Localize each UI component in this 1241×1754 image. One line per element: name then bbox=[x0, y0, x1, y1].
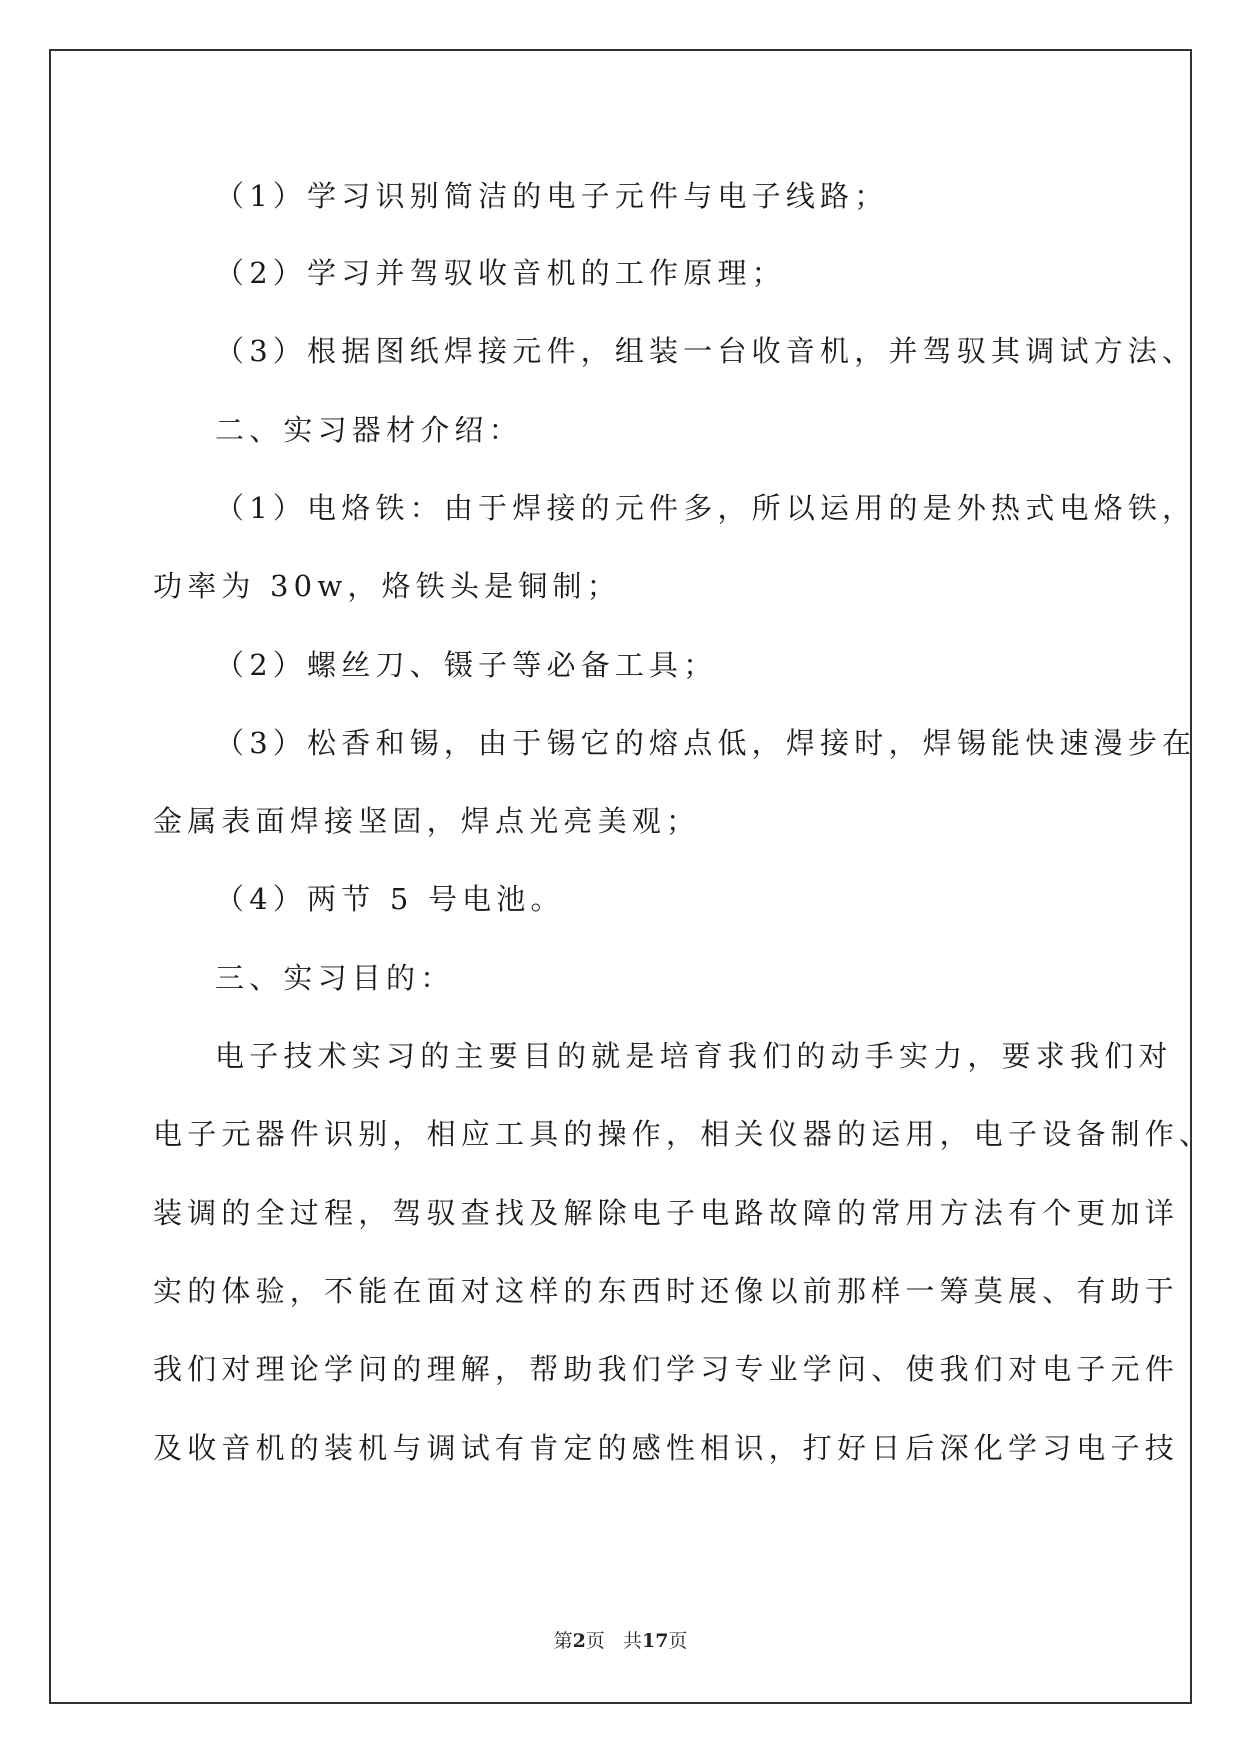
paragraph-line: 及收音机的装机与调试有肯定的感性相识，打好日后深化学习电子技 bbox=[153, 1431, 1180, 1465]
list-item: （2）学习并驾驭收音机的工作原理； bbox=[215, 256, 786, 290]
page-number: 2 bbox=[572, 1630, 586, 1652]
paragraph-line: 电子技术实习的主要目的就是培育我们的动手实力，要求我们对 bbox=[215, 1039, 1173, 1073]
list-item: （1）电烙铁：由于焊接的元件多，所以运用的是外热式电烙铁， bbox=[215, 491, 1197, 525]
section-heading: 二、实习器材介绍： bbox=[215, 413, 523, 447]
list-item: （4）两节 5 号电池。 bbox=[215, 882, 565, 916]
paragraph-line: 我们对理论学问的理解，帮助我们学习专业学问、使我们对电子元件 bbox=[153, 1352, 1180, 1386]
list-item: （3）松香和锡，由于锡它的熔点低，焊接时，焊锡能快速漫步在 bbox=[215, 726, 1197, 760]
total-pages: 17 bbox=[641, 1630, 669, 1652]
section-heading: 三、实习目的： bbox=[215, 961, 455, 995]
list-item-continuation: 功率为 30w，烙铁头是铜制； bbox=[153, 569, 621, 603]
paragraph-line: 装调的全过程，驾驭查找及解除电子电路故障的常用方法有个更加详 bbox=[153, 1196, 1180, 1230]
total-suffix: 页 bbox=[668, 1630, 688, 1652]
total-prefix: 共 bbox=[622, 1630, 642, 1652]
list-item: （3）根据图纸焊接元件，组装一台收音机，并驾驭其调试方法、 bbox=[215, 334, 1197, 368]
list-item: （2）螺丝刀、镊子等必备工具； bbox=[215, 648, 718, 682]
paragraph-line: 电子元器件识别，相应工具的操作，相关仪器的运用，电子设备制作、 bbox=[153, 1117, 1214, 1151]
page-prefix: 第 bbox=[553, 1630, 573, 1652]
page-suffix: 页 bbox=[585, 1630, 605, 1652]
page-footer bbox=[0, 1630, 1241, 1652]
paragraph-line: 实的体验，不能在面对这样的东西时还像以前那样一筹莫展、有助于 bbox=[153, 1274, 1180, 1308]
list-item: （1）学习识别简洁的电子元件与电子线路； bbox=[215, 179, 889, 213]
list-item-continuation: 金属表面焊接坚固，焊点光亮美观； bbox=[153, 804, 701, 838]
